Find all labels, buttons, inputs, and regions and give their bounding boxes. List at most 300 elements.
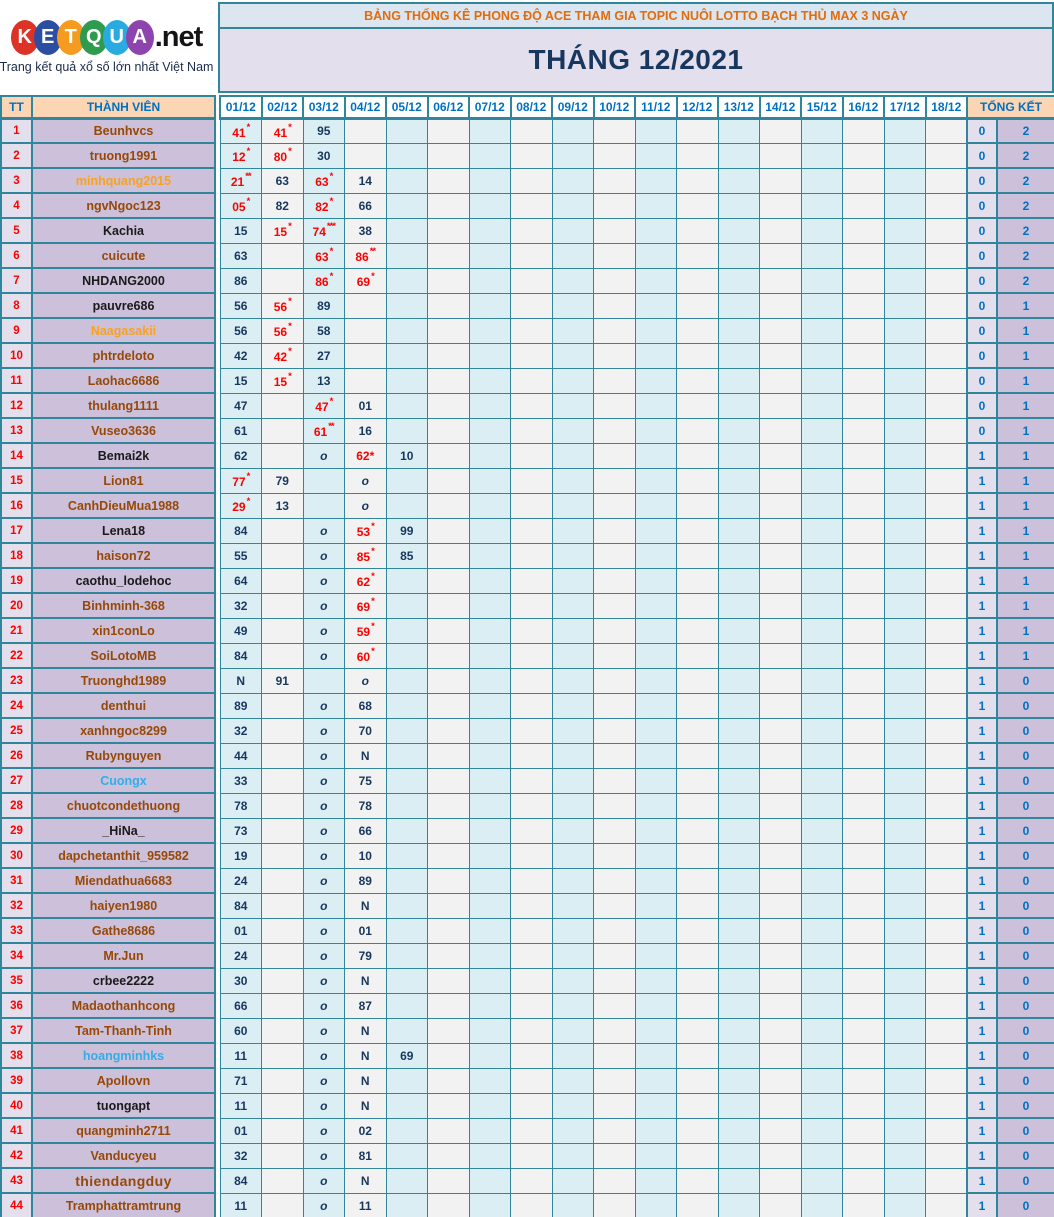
rank-cell: 29 [1, 818, 32, 843]
day-cell-04-12 [345, 243, 387, 268]
day-value: o [320, 598, 328, 613]
rank-cell: 44 [1, 1193, 32, 1217]
day-cell-03-12 [303, 643, 345, 668]
day-cell-16-12 [843, 618, 885, 643]
day-cell-14-12 [760, 668, 802, 693]
day-cell-18-12 [926, 1168, 968, 1193]
day-cell-07-12 [469, 1143, 511, 1168]
day-cell-02-12 [262, 893, 304, 918]
day-cell-10-12 [594, 518, 636, 543]
day-cell-18-12 [926, 418, 968, 443]
day-value: 86 [355, 250, 369, 264]
day-cell-07-12 [469, 718, 511, 743]
day-value: 49 [234, 623, 248, 638]
member-cell [32, 1068, 215, 1093]
member-cell [32, 693, 215, 718]
banner [218, 0, 1054, 93]
day-cell-01-12 [220, 818, 262, 843]
day-cell-08-12 [511, 318, 553, 343]
day-cell-10-12 [594, 968, 636, 993]
day-value: 85 [356, 550, 371, 564]
day-cell-03-12 [303, 893, 345, 918]
day-value: 66 [358, 823, 372, 838]
summary-col2-cell: 0 [997, 1043, 1054, 1068]
member-row [1, 843, 1054, 868]
star-marker: * [246, 196, 250, 207]
star-marker: * [288, 221, 291, 232]
day-cell-04-12 [345, 568, 387, 593]
day-value: 66 [234, 998, 248, 1013]
day-cell-02-12 [262, 943, 304, 968]
rank-cell: 9 [1, 318, 32, 343]
day-cell-18-12 [926, 1143, 968, 1168]
day-cell-05-12 [386, 843, 428, 868]
member-row [1, 1043, 1054, 1068]
day-cell-04-12 [345, 268, 387, 293]
day-cell-04-12 [345, 968, 387, 993]
day-value: o [320, 1023, 328, 1038]
day-cell-12-12 [677, 743, 719, 768]
summary-col1-cell: 1 [967, 1168, 997, 1193]
day-value: 12 [232, 150, 246, 164]
day-cell-17-12 [884, 193, 926, 218]
day-cell-06-12 [428, 718, 470, 743]
day-cell-01-12 [220, 1068, 262, 1093]
day-cell-18-12 [926, 293, 968, 318]
summary-col2-cell: 1 [997, 643, 1054, 668]
day-cell-06-12 [428, 993, 470, 1018]
day-cell-11-12 [635, 293, 677, 318]
day-cell-06-12 [428, 193, 470, 218]
day-cell-04-12 [345, 743, 387, 768]
day-cell-02-12 [262, 243, 304, 268]
day-cell-17-12 [884, 118, 926, 143]
star-marker: ** [328, 421, 334, 432]
day-value: o [320, 873, 328, 888]
day-cell-04-12 [345, 1193, 387, 1217]
day-cell-01-12 [220, 343, 262, 368]
member-cell [32, 718, 215, 743]
day-cell-11-12 [635, 718, 677, 743]
day-cell-03-12 [303, 468, 345, 493]
day-cell-13-12 [718, 818, 760, 843]
summary-col1-cell: 0 [967, 343, 997, 368]
day-cell-10-12 [594, 393, 636, 418]
day-cell-01-12 [220, 868, 262, 893]
day-cell-04-12 [345, 943, 387, 968]
day-value: 30 [317, 148, 331, 163]
day-value: 47 [315, 400, 329, 414]
day-cell-04-12 [345, 1018, 387, 1043]
day-cell-02-12 [262, 368, 304, 393]
day-cell-03-12 [303, 943, 345, 968]
day-cell-03-12 [303, 718, 345, 743]
rank-cell: 22 [1, 643, 32, 668]
day-cell-09-12 [552, 893, 594, 918]
member-name: Laohac6686 [87, 373, 160, 388]
day-cell-12-12 [677, 418, 719, 443]
day-cell-11-12 [635, 843, 677, 868]
day-cell-12-12 [677, 843, 719, 868]
member-row [1, 1018, 1054, 1043]
day-cell-18-12 [926, 393, 968, 418]
day-cell-13-12 [718, 1118, 760, 1143]
member-cell [32, 593, 215, 618]
day-value: o [320, 798, 328, 813]
day-value: 38 [358, 223, 372, 238]
member-name: tuongapt [96, 1098, 151, 1113]
day-cell-04-12 [345, 668, 387, 693]
day-cell-16-12 [843, 268, 885, 293]
day-cell-05-12 [386, 1118, 428, 1143]
day-cell-11-12 [635, 118, 677, 143]
day-cell-01-12 [220, 718, 262, 743]
star-marker: * [246, 146, 250, 157]
day-cell-03-12 [303, 1068, 345, 1093]
day-cell-14-12 [760, 718, 802, 743]
day-cell-02-12 [262, 1118, 304, 1143]
day-cell-07-12 [469, 868, 511, 893]
day-cell-10-12 [594, 1168, 636, 1193]
day-cell-17-12 [884, 943, 926, 968]
day-cell-13-12 [718, 168, 760, 193]
day-cell-10-12 [594, 793, 636, 818]
star-marker: ** [369, 246, 376, 257]
day-value: 91 [275, 673, 289, 688]
day-cell-15-12 [801, 668, 843, 693]
day-value: 69 [356, 600, 371, 614]
col-header-18-12: 18/12 [926, 96, 968, 118]
day-cell-09-12 [552, 993, 594, 1018]
day-cell-03-12 [303, 1043, 345, 1068]
day-cell-07-12 [469, 118, 511, 143]
ketqua-logo-wordmark [11, 20, 203, 55]
day-cell-18-12 [926, 968, 968, 993]
member-name: crbee2222 [92, 973, 155, 988]
day-cell-10-12 [594, 943, 636, 968]
summary-col2-cell: 0 [997, 968, 1054, 993]
day-cell-06-12 [428, 1068, 470, 1093]
day-cell-14-12 [760, 118, 802, 143]
day-cell-02-12 [262, 518, 304, 543]
day-cell-15-12 [801, 918, 843, 943]
day-cell-01-12 [220, 593, 262, 618]
day-cell-10-12 [594, 993, 636, 1018]
col-header-04-12: 04/12 [345, 96, 387, 118]
summary-col2-cell: 0 [997, 993, 1054, 1018]
day-cell-12-12 [677, 393, 719, 418]
day-cell-05-12 [386, 343, 428, 368]
day-cell-08-12 [511, 968, 553, 993]
day-cell-10-12 [594, 143, 636, 168]
day-cell-04-12 [345, 1168, 387, 1193]
summary-col1-cell: 1 [967, 543, 997, 568]
day-cell-04-12 [345, 443, 387, 468]
day-cell-06-12 [428, 1093, 470, 1118]
member-name: thiendangduy [75, 1172, 172, 1189]
summary-col2-cell: 1 [997, 468, 1054, 493]
day-value: 32 [234, 598, 248, 613]
day-cell-16-12 [843, 1168, 885, 1193]
star-marker: * [329, 271, 333, 282]
day-cell-16-12 [843, 1143, 885, 1168]
day-cell-05-12 [386, 768, 428, 793]
day-cell-10-12 [594, 618, 636, 643]
day-value: 63 [234, 248, 248, 263]
day-cell-18-12 [926, 743, 968, 768]
day-cell-16-12 [843, 843, 885, 868]
day-cell-03-12 [303, 793, 345, 818]
day-cell-11-12 [635, 593, 677, 618]
member-cell [32, 893, 215, 918]
day-cell-11-12 [635, 1168, 677, 1193]
day-value: 15 [273, 225, 288, 239]
member-name: Tam-Thanh-Tinh [75, 1023, 172, 1038]
day-cell-15-12 [801, 118, 843, 143]
day-cell-09-12 [552, 643, 594, 668]
member-name: _HiNa_ [102, 823, 145, 838]
day-cell-12-12 [677, 368, 719, 393]
summary-col2-cell: 0 [997, 743, 1054, 768]
day-cell-05-12 [386, 1068, 428, 1093]
day-cell-15-12 [801, 318, 843, 343]
day-value: 16 [358, 423, 372, 438]
day-cell-16-12 [843, 318, 885, 343]
day-cell-09-12 [552, 793, 594, 818]
day-cell-12-12 [677, 118, 719, 143]
member-cell [32, 1043, 215, 1068]
day-value: o [320, 823, 328, 838]
star-marker: * [371, 621, 374, 632]
day-cell-18-12 [926, 543, 968, 568]
summary-col2-cell: 2 [997, 218, 1054, 243]
day-cell-01-12 [220, 168, 262, 193]
day-cell-08-12 [511, 1168, 553, 1193]
day-cell-11-12 [635, 893, 677, 918]
day-cell-15-12 [801, 368, 843, 393]
day-cell-11-12 [635, 243, 677, 268]
day-cell-18-12 [926, 493, 968, 518]
day-cell-05-12 [386, 1143, 428, 1168]
day-cell-18-12 [926, 468, 968, 493]
day-cell-13-12 [718, 568, 760, 593]
day-cell-10-12 [594, 243, 636, 268]
day-cell-15-12 [801, 843, 843, 868]
day-cell-01-12 [220, 843, 262, 868]
summary-col2-cell: 0 [997, 1093, 1054, 1118]
member-row [1, 593, 1054, 618]
star-marker: * [329, 171, 333, 182]
day-cell-03-12 [303, 493, 345, 518]
day-cell-10-12 [594, 543, 636, 568]
day-cell-02-12 [262, 618, 304, 643]
day-cell-12-12 [677, 693, 719, 718]
day-cell-09-12 [552, 693, 594, 718]
day-cell-17-12 [884, 1068, 926, 1093]
summary-col2-cell: 0 [997, 868, 1054, 893]
day-cell-15-12 [801, 393, 843, 418]
day-cell-14-12 [760, 368, 802, 393]
day-cell-10-12 [594, 268, 636, 293]
member-row [1, 1168, 1054, 1193]
day-cell-09-12 [552, 1168, 594, 1193]
day-cell-10-12 [594, 1093, 636, 1118]
member-name: Vuseo3636 [91, 423, 156, 438]
day-cell-16-12 [843, 643, 885, 668]
day-cell-09-12 [552, 318, 594, 343]
day-cell-02-12 [262, 718, 304, 743]
day-cell-09-12 [552, 718, 594, 743]
day-cell-01-12 [220, 968, 262, 993]
day-value: o [320, 1173, 328, 1188]
rank-cell: 14 [1, 443, 32, 468]
summary-col2-cell: 2 [997, 268, 1054, 293]
day-cell-07-12 [469, 293, 511, 318]
day-cell-03-12 [303, 1093, 345, 1118]
day-cell-10-12 [594, 1118, 636, 1143]
day-cell-07-12 [469, 493, 511, 518]
member-row [1, 693, 1054, 718]
member-cell [32, 968, 215, 993]
day-cell-12-12 [677, 818, 719, 843]
day-cell-06-12 [428, 393, 470, 418]
day-cell-08-12 [511, 1143, 553, 1168]
day-cell-16-12 [843, 943, 885, 968]
day-cell-14-12 [760, 1168, 802, 1193]
summary-col2-cell: 0 [997, 1193, 1054, 1217]
day-cell-15-12 [801, 293, 843, 318]
day-value: 15 [234, 373, 248, 388]
day-value: 21 [230, 175, 245, 189]
day-cell-05-12 [386, 818, 428, 843]
day-cell-08-12 [511, 168, 553, 193]
day-cell-11-12 [635, 1093, 677, 1118]
member-row [1, 193, 1054, 218]
day-cell-11-12 [635, 868, 677, 893]
rank-cell: 23 [1, 668, 32, 693]
member-row [1, 543, 1054, 568]
day-cell-07-12 [469, 418, 511, 443]
day-cell-06-12 [428, 618, 470, 643]
star-marker: * [329, 246, 333, 257]
member-name: cuicute [101, 248, 146, 263]
day-cell-02-12 [262, 643, 304, 668]
rank-cell: 34 [1, 943, 32, 968]
day-cell-11-12 [635, 818, 677, 843]
member-row [1, 793, 1054, 818]
member-row [1, 368, 1054, 393]
day-cell-04-12 [345, 143, 387, 168]
day-cell-02-12 [262, 443, 304, 468]
day-cell-04-12 [345, 1143, 387, 1168]
day-cell-03-12 [303, 843, 345, 868]
day-cell-13-12 [718, 268, 760, 293]
day-cell-01-12 [220, 568, 262, 593]
col-header-17-12: 17/12 [884, 96, 926, 118]
rank-cell: 20 [1, 593, 32, 618]
day-cell-17-12 [884, 343, 926, 368]
day-cell-15-12 [801, 618, 843, 643]
day-cell-01-12 [220, 693, 262, 718]
day-value: 79 [275, 473, 289, 488]
day-value: 75 [358, 773, 372, 788]
day-value: 53 [356, 525, 371, 539]
day-cell-08-12 [511, 743, 553, 768]
day-cell-03-12 [303, 1118, 345, 1143]
day-cell-08-12 [511, 868, 553, 893]
day-cell-08-12 [511, 568, 553, 593]
day-cell-14-12 [760, 268, 802, 293]
day-cell-17-12 [884, 1168, 926, 1193]
day-cell-04-12 [345, 118, 387, 143]
day-cell-16-12 [843, 343, 885, 368]
day-value: 24 [234, 873, 248, 888]
rank-cell: 31 [1, 868, 32, 893]
rank-cell: 12 [1, 393, 32, 418]
day-cell-13-12 [718, 343, 760, 368]
member-name: hoangminhks [82, 1048, 165, 1063]
day-cell-08-12 [511, 1068, 553, 1093]
day-cell-16-12 [843, 193, 885, 218]
day-cell-01-12 [220, 1168, 262, 1193]
day-value: 13 [317, 373, 331, 388]
day-value: 56 [234, 323, 248, 338]
day-cell-02-12 [262, 1168, 304, 1193]
day-cell-02-12 [262, 818, 304, 843]
day-cell-08-12 [511, 518, 553, 543]
day-cell-03-12 [303, 318, 345, 343]
day-cell-11-12 [635, 443, 677, 468]
rank-cell: 25 [1, 718, 32, 743]
day-cell-14-12 [760, 868, 802, 893]
day-value: N [360, 1073, 370, 1088]
day-cell-01-12 [220, 368, 262, 393]
day-cell-17-12 [884, 1093, 926, 1118]
day-cell-08-12 [511, 268, 553, 293]
day-cell-01-12 [220, 643, 262, 668]
day-cell-03-12 [303, 368, 345, 393]
summary-col2-cell: 1 [997, 618, 1054, 643]
day-value: 41 [232, 125, 246, 140]
day-cell-01-12 [220, 218, 262, 243]
member-row [1, 343, 1054, 368]
day-cell-14-12 [760, 993, 802, 1018]
day-cell-15-12 [801, 793, 843, 818]
day-cell-15-12 [801, 643, 843, 668]
day-cell-09-12 [552, 668, 594, 693]
logo-letter-T: T [57, 20, 85, 55]
day-value: 61 [234, 423, 248, 438]
day-cell-16-12 [843, 493, 885, 518]
day-cell-07-12 [469, 818, 511, 843]
day-cell-06-12 [428, 318, 470, 343]
day-cell-16-12 [843, 1043, 885, 1068]
day-value: o [320, 973, 328, 988]
day-cell-05-12 [386, 543, 428, 568]
day-cell-18-12 [926, 768, 968, 793]
day-cell-04-12 [345, 618, 387, 643]
day-value: 70 [358, 723, 372, 738]
day-cell-03-12 [303, 1193, 345, 1217]
day-cell-07-12 [469, 218, 511, 243]
member-row [1, 868, 1054, 893]
day-cell-06-12 [428, 143, 470, 168]
day-cell-14-12 [760, 893, 802, 918]
day-value: 42 [273, 350, 288, 364]
day-cell-13-12 [718, 618, 760, 643]
day-cell-15-12 [801, 718, 843, 743]
day-cell-15-12 [801, 1018, 843, 1043]
